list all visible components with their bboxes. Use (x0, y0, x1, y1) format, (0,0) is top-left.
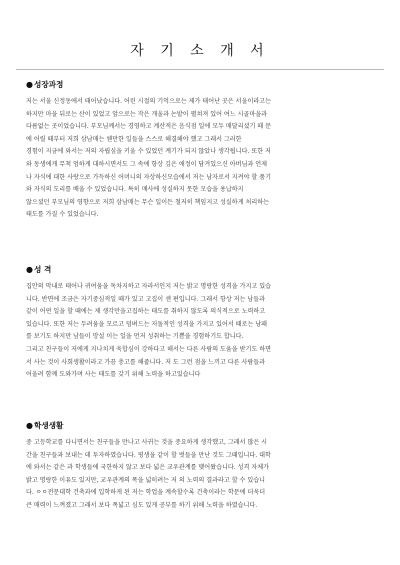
section-personality (26, 265, 384, 382)
body-line: 나 자식에 대한 사랑으로 가득하신 어머니의 자상하신모습에서 저는 남자로서 지켜야 할 품기 (26, 173, 271, 181)
body-line: 있습니다. 또한 저는 두려움을 모르고 덤벼드는 저돌적인 성격을 가지고 있어서 때로는 낭패 (26, 320, 268, 328)
bullet-icon: ● (26, 80, 33, 89)
bullet-icon: ● (26, 421, 33, 430)
body-line: 큰 매력이 느껴졌고 그래서 보다 폭넓고 심도 있게 공부를 하기 위해 노력을 하였습니다. (26, 501, 258, 509)
section-heading (26, 80, 384, 90)
section-heading-label: 성장과정 (33, 80, 64, 89)
body-line: 니다. 반면에 조금은 자기중심적일 때가 있고 고집이 센 편입니다. 그래서 항상 저는 남들과 (26, 295, 266, 303)
body-line: 에 와서는 같은 과 학생들에 국한하지 않고 보다 넓은 교우관계를 맺어왔습니다. 성격 자체가 (26, 464, 269, 472)
section-heading-label: 학생생활 (33, 421, 64, 430)
body-line: 어울려 함께 도와가며 사는 태도를 갖기 위해 노력을 하고있습니다 (26, 371, 201, 379)
body-line: 와 동생에게 무척 엄하게 대하시면서도 그 속에 항상 깊은 애정이 담겨있으신 아버님과 언제 (26, 160, 268, 168)
section-body (26, 281, 384, 382)
body-line: 서 사는 것이 사회생활이라고 가끔 충고를 해줍니다. 저 도 그런 점을 느끼고 다른 사람들과 (26, 358, 266, 366)
section-school-life (26, 421, 384, 513)
section-body (26, 96, 384, 222)
body-line: 저는 서울 신정동에서 태어났습니다. 어린 시절의 기억으로는 제가 태어난 곳은 서울이라고는 (26, 98, 271, 105)
body-line: 중 고등학교를 다니면서는 친구들을 만나고 사귀는 것을 중요하게 생각했고, 그래서 많은 시 (26, 439, 268, 446)
section-heading-label: 성 격 (33, 265, 52, 274)
body-line: 같이 어떤 일을 할 때에는 제 생각만을고집하는 태도를 취하지 않도록 의식적으로 노력하고 (26, 308, 266, 316)
body-line: 다. ㅇㅇ전문대학 건축과에 입학하게 된 저는 학업을 계속할수록 건축이라는 학문에 더욱더 (26, 489, 266, 497)
body-line: 밝고 명랑한 이유도 있지만, 교우관계의 폭을 넓히려는 저 의 노력의 결과라고 할 수 있습니 (26, 476, 266, 484)
body-line: 그리고 친구들이 저에게 지나치게 욱합심이 강하다고 해서는 다른 사람의 도움을 받기도 하면 (26, 345, 271, 353)
bullet-icon: ● (26, 265, 33, 274)
body-line: 를 보기도 하지만 남들이 망설 이는 일을 먼저 성취하는 기쁨을 경험하기도 합니다. (26, 333, 244, 341)
body-line: 태도를 가질 수 있었습니다. (26, 211, 99, 219)
body-line: 하지만 마을 뒤로는 산이 있었고 앞으로는 작은 개울과 논밭이 펼쳐져 있어 여느 시골마을과 (26, 110, 268, 118)
body-line: 와 자식의 도리를 배울 수 있었습니다. 특히 매사에 성실하지 못한 모습을 용납하지 (26, 186, 244, 194)
document-title: 자 기 소 개 서 (130, 43, 270, 59)
body-line: 에 어릴 때부터 저희 삼남매는 웬만한 일들을 스스로 해결해야 했고 그래서 그러한 (26, 135, 242, 143)
section-growth (26, 80, 384, 222)
section-body (26, 437, 384, 513)
title-divider (16, 69, 384, 70)
section-heading (26, 421, 384, 431)
body-line: 간을 친구들과 보내는 데 투자하였습니다. 평생을 같이 할 벗들을 만난 것도 그때입니다. 대학 (26, 451, 271, 459)
body-line: 않으셨던 부모님의 영향으로 저희 삼남매는 무슨 일이든 철저히 책임지고 성실하게 처리하는 (26, 198, 270, 206)
section-heading (26, 265, 384, 275)
body-line: 다름없는 곳이었습니다. 부모님께서는 경영하고 계산적은 음식점 일에 모두 매달리셨기 때 문 (26, 123, 271, 131)
body-line: 경험이 지금에 와서는 저의 자립심을 키울 수 있었던 계기가 되지 않았나 생각됩니다. 또한 저 (26, 148, 271, 156)
body-line: 집안의 막내로 태어나 귀여움을 독차지하고 자라서인지 저는 밝고 명랑한 성격을 가지고 있습 (26, 283, 271, 290)
